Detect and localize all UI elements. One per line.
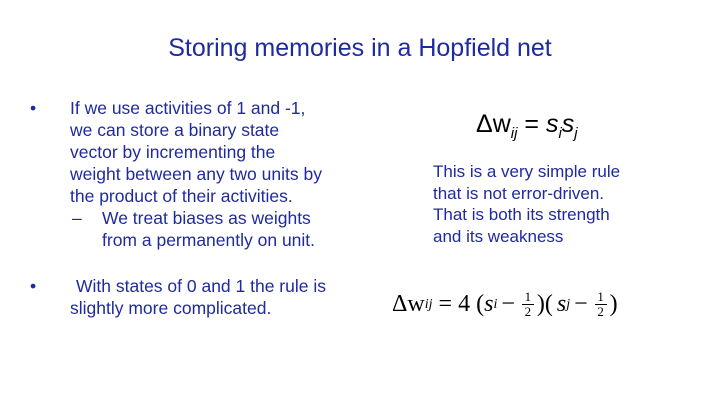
formula-term: Δw [392,291,425,317]
text-line: slightly more complicated. [70,298,272,318]
formula-fraction [522,290,534,319]
fraction-denominator: 2 [524,304,532,319]
text-line: This is a very simple rule [433,162,621,181]
text-line: vector by incrementing the [70,142,276,162]
bullet-list [30,97,370,319]
text-line: weight between any two units by [70,164,322,184]
formula-paren: ( [476,291,485,317]
text-line: the product of their activities. [70,186,293,206]
fraction-denominator: 2 [597,304,604,319]
text-line: With states of 0 and 1 the rule is [76,276,326,296]
sub-bullet-marker: – [72,208,82,228]
bullet-marker: • [30,98,37,118]
bullet-marker: • [30,276,37,296]
formula-subscript: j [566,296,571,312]
slide-title: Storing memories in a Hopfield net [168,34,552,62]
formula-fraction [595,290,607,319]
formula-subscript: i [558,125,562,142]
text-line: If we use activities of 1 and -1, [70,98,306,118]
text-line: from a permanently on unit. [102,230,316,250]
formula-equals: = [524,110,539,138]
formula-minus: − [501,291,515,317]
rule-note [433,161,693,247]
formula-equals: = 4 [438,291,471,317]
formula-term: Δw [476,110,511,138]
formula-term: s [556,291,567,317]
hebbian-rule-formula [476,110,578,142]
formula-term: s [484,291,494,317]
fraction-numerator: 1 [597,289,604,304]
formula-subscript: j [574,125,578,142]
binary-rule-formula [392,290,618,319]
formula-paren: )( [536,291,553,317]
text-line: and its weakness [433,226,564,246]
sub-bullet [30,207,370,251]
text-line: That is both its strength [433,205,610,224]
fraction-numerator: 1 [524,289,532,304]
formula-term: s [561,110,575,138]
text-line: we can store a binary state [70,120,280,140]
formula-subscript: i [493,296,498,312]
sub-bullet-text [102,207,370,251]
text-line: We treat biases as weights [102,208,311,228]
formula-subscript: ij [424,296,433,312]
bullet-1-text [70,97,370,207]
bullet-1 [30,97,370,251]
formula-minus: − [574,291,588,317]
formula-subscript: ij [510,125,518,142]
formula-paren: ) [609,291,618,317]
bullet-2 [30,275,370,319]
text-line: that is not error-driven. [433,183,605,203]
formula-term: s [545,110,559,138]
bullet-2-text [70,275,370,319]
